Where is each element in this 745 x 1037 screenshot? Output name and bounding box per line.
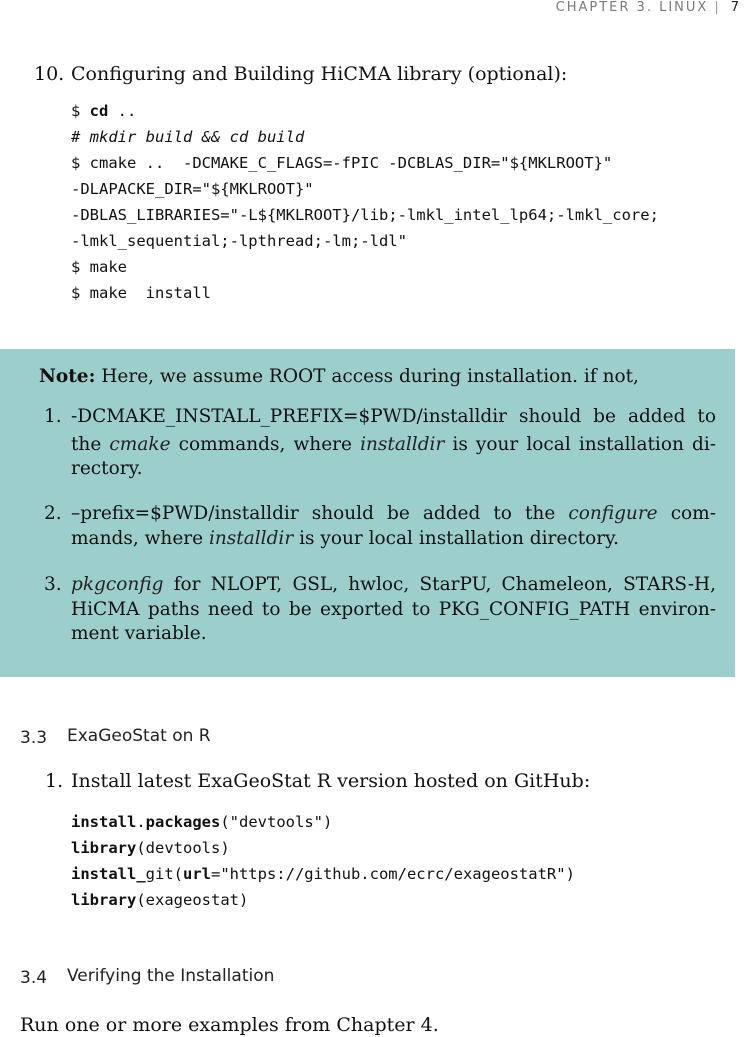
note-item-number: 3.: [44, 574, 62, 595]
hicma-code-block: [71, 98, 659, 306]
step-title: Configuring and Building HiCMA library (optional):: [71, 63, 568, 85]
r-code-block: [71, 809, 575, 913]
chapter-label: CHAPTER 3. LINUX: [555, 0, 709, 15]
note-item-text: –prefix=$PWD/installdir should be added to the configure com-: [71, 503, 716, 524]
note-intro: Note: Here, we assume ROOT access during installation. if not,: [39, 366, 639, 387]
list-item-number: 1.: [45, 770, 64, 792]
code-line: library(devtools): [71, 839, 230, 857]
code-line: $ make install: [71, 284, 211, 302]
code-line: install_git(url="https://github.com/ecrc/exageostatR"): [71, 865, 575, 883]
section-title: Verifying the Installation: [67, 966, 275, 986]
section-number: 3.3: [20, 728, 48, 748]
code-line: -DBLAS_LIBRARIES="-L${MKLROOT}/lib;-lmkl_intel_lp64;-lmkl_core;: [71, 206, 659, 224]
note-item-number: 1.: [44, 406, 62, 427]
code-line: -DLAPACKE_DIR="${MKLROOT}": [71, 180, 314, 198]
note-item-text: ment variable.: [71, 623, 207, 644]
note-box: [0, 349, 735, 677]
running-header: [556, 0, 739, 15]
code-line: install.packages("devtools"): [71, 813, 333, 831]
section-number: 3.4: [20, 968, 48, 988]
page-number: 7: [730, 0, 739, 15]
note-item-text: rectory.: [71, 458, 143, 479]
paragraph: Run one or more examples from Chapter 4.: [20, 1014, 439, 1036]
note-item-text: mands, where installdir is your local installation directory.: [71, 528, 619, 549]
code-line: $ cd ..: [71, 102, 137, 120]
step-number: 10.: [34, 63, 65, 85]
note-item-number: 2.: [44, 503, 62, 524]
code-line: -lmkl_sequential;-lpthread;-lm;-ldl": [71, 232, 407, 250]
note-item-text: -DCMAKE_INSTALL_PREFIX=$PWD/installdir should be added to: [71, 406, 716, 427]
note-item-text: the cmake commands, where installdir is your local installation di-: [71, 434, 716, 455]
list-item-text: Install latest ExaGeoStat R version hosted on GitHub:: [71, 770, 591, 792]
code-comment: # mkdir build && cd build: [71, 128, 305, 146]
code-line: $ make: [71, 258, 127, 276]
note-item-text: pkgconfig for NLOPT, GSL, hwloc, StarPU, Chameleon, STARS-H,: [71, 574, 716, 595]
code-line: library(exageostat): [71, 891, 249, 909]
note-label: Note:: [39, 366, 96, 387]
code-line: $ cmake .. -DCMAKE_C_FLAGS=-fPIC -DCBLAS_DIR="${MKLROOT}": [71, 154, 613, 172]
section-title: ExaGeoStat on R: [67, 726, 211, 746]
note-item-text: HiCMA paths need to be exported to PKG_CONFIG_PATH environ-: [71, 599, 716, 620]
header-separator: |: [714, 0, 719, 15]
